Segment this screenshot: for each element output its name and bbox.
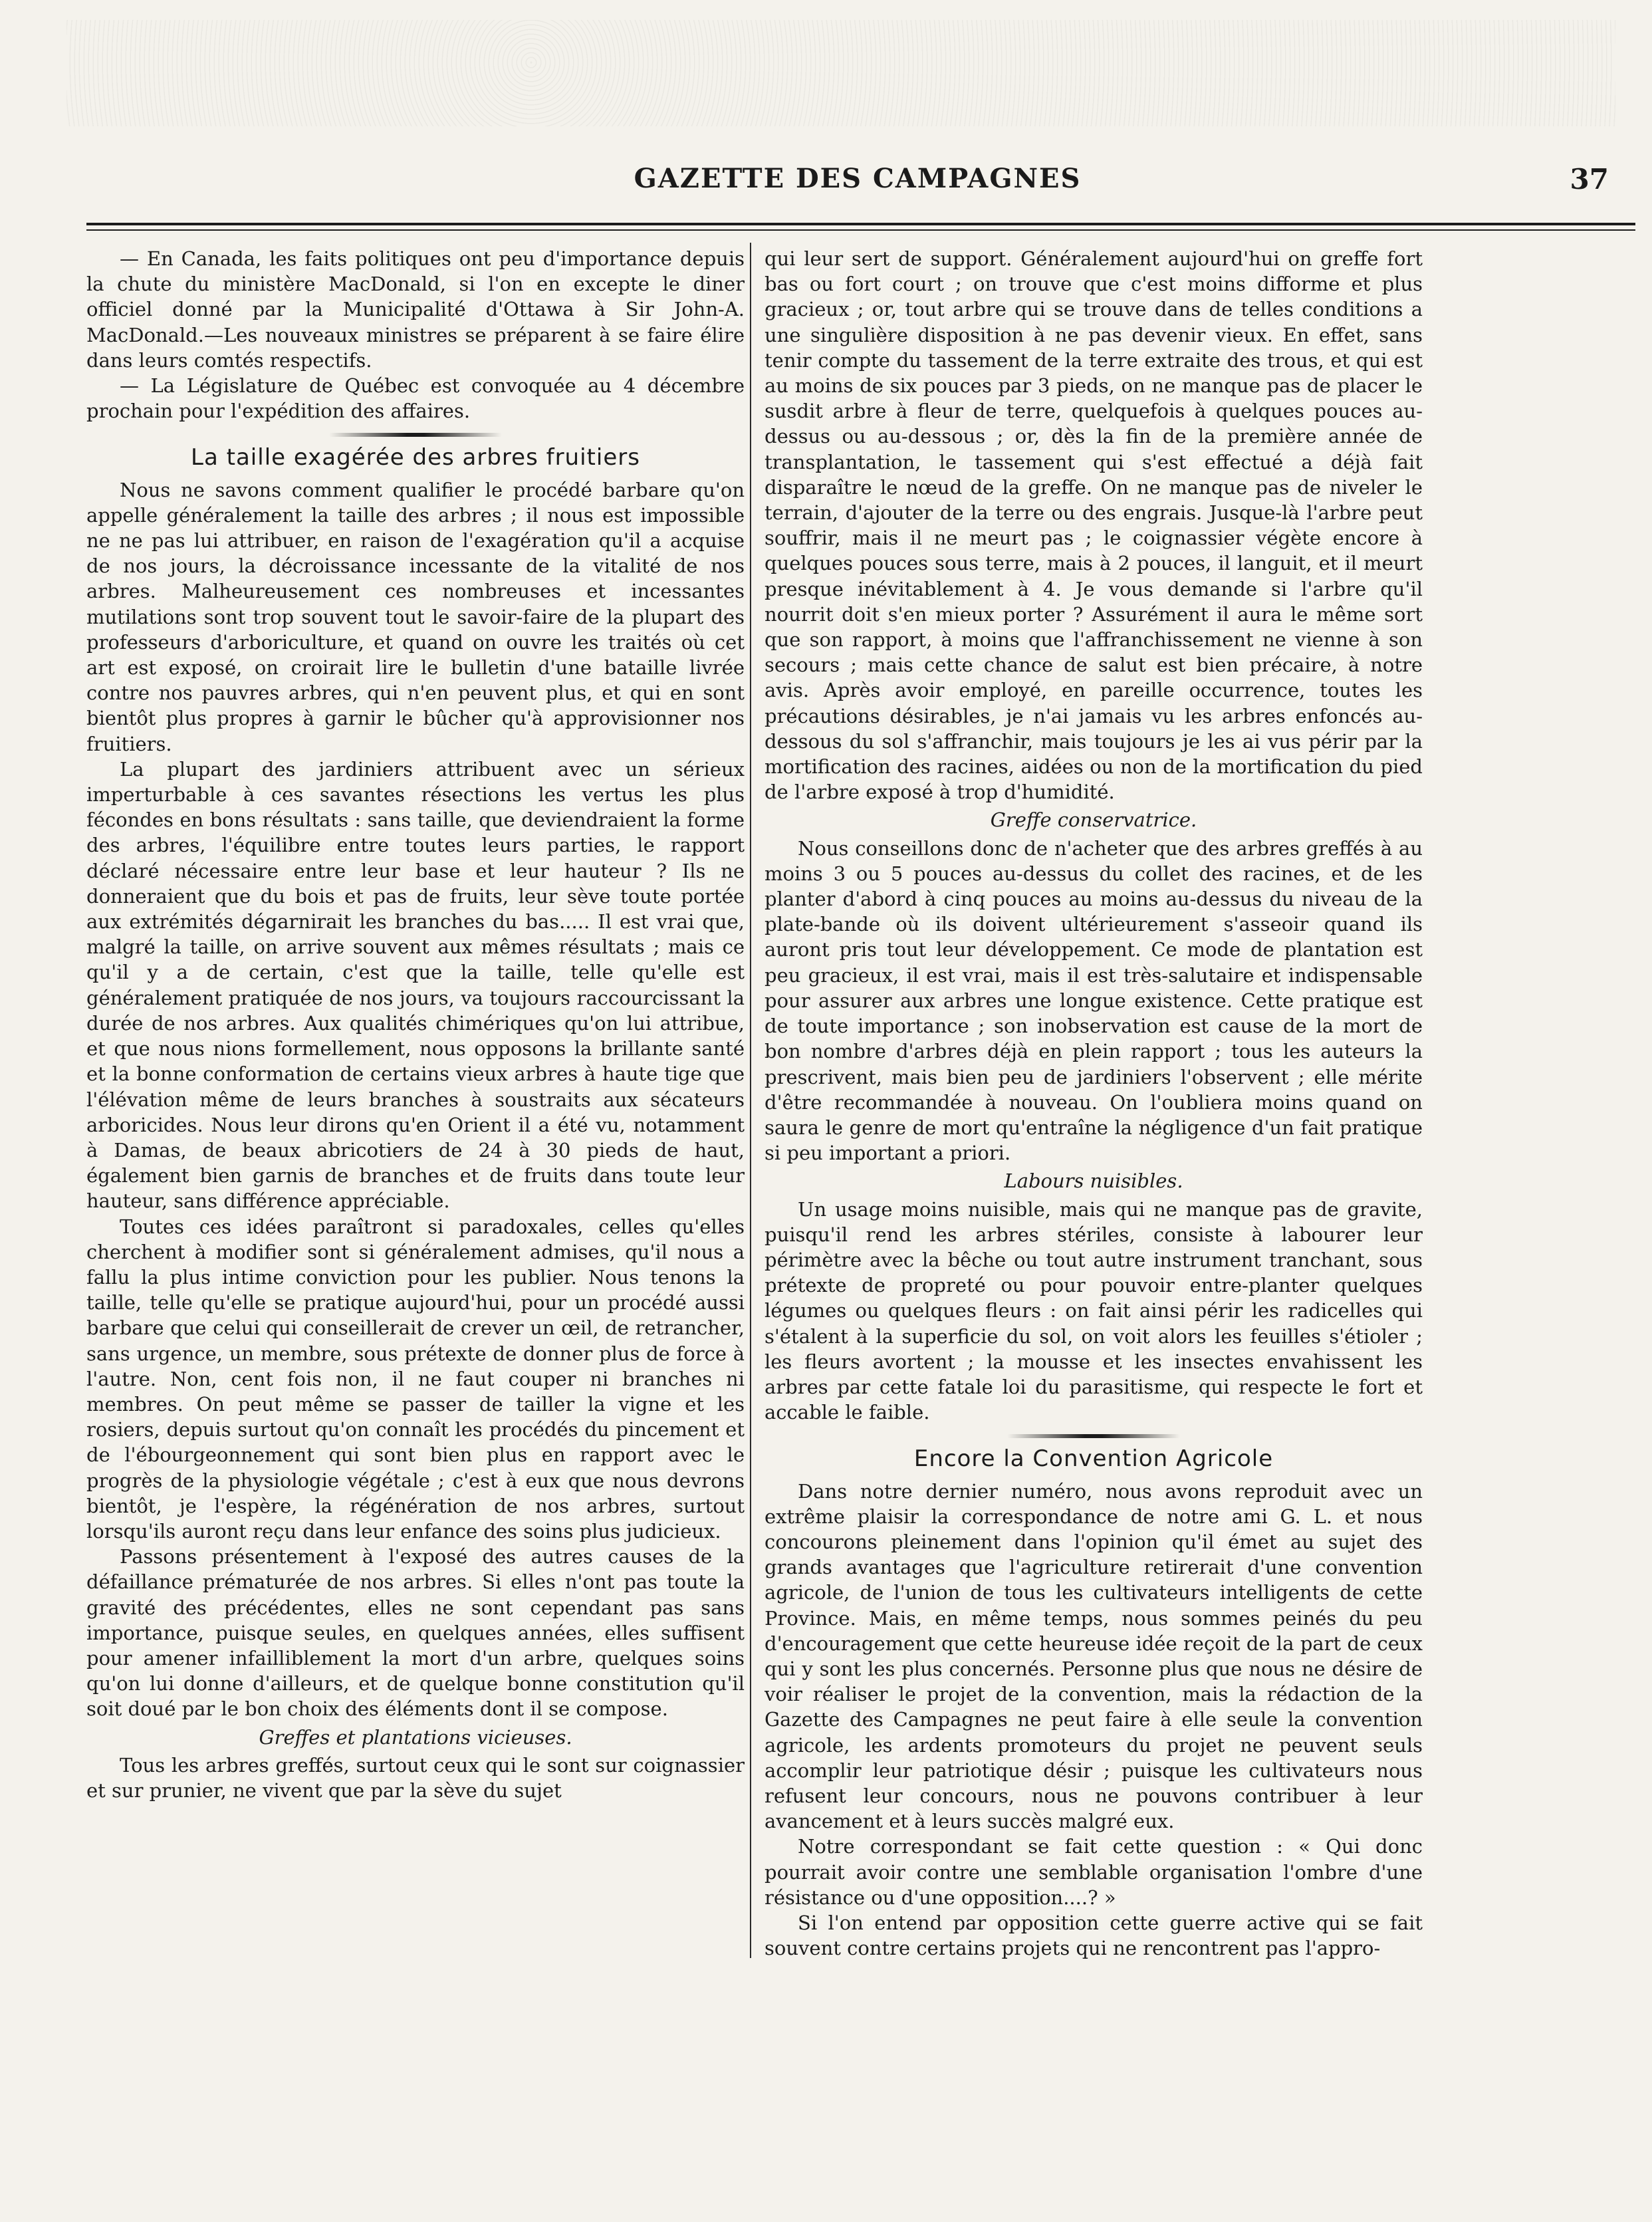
right-column xyxy=(765,246,1423,1961)
news-item: — En Canada, les faits politiques ont peu d'importance depuis la chute du ministère MacDonald, si l'on en excepte le diner officiel donné par la Municipalité d'Ottawa à Sir John-A. MacDonald.—Les nouveaux ministres se préparent à se faire élire dans leurs comtés respectifs. xyxy=(86,247,745,372)
page-number: 37 xyxy=(1570,163,1609,195)
page-header xyxy=(93,163,1622,203)
article-paragraph: Nous ne savons comment qualifier le procédé barbare qu'on appelle généralement la taille des arbres ; il nous est impossible ne ne pas lui attribuer, en raison de l'exagération qu'il a acquise de nos jours, la décroissance incessante de la vitalité de nos arbres. Malheureusement ces nombreuses et incessantes mutilations sont trop souvent tout le savoir-faire de la plupart des professeurs d'arboriculture, et quand on ouvre les traités où cet art est exposé, on croirait lire le bulletin d'une bataille livrée contre nos pauvres arbres, qui n'en peuvent plus, et qui en sont bientôt plus propres à garnir le bûcher qu'à approvisionner nos fruitiers. xyxy=(86,478,745,755)
article-subhead: Greffes et plantations vicieuses. xyxy=(259,1725,572,1749)
article-paragraph: Notre correspondant se fait cette question : « Qui donc pourrait avoir contre une semblable organisation l'ombre d'une résistance ou d'une opposition....? » xyxy=(765,1835,1423,1909)
article-paragraph: Si l'on entend par opposition cette guerre active qui se fait souvent contre certains projets qui ne rencontrent pas l'appro- xyxy=(765,1912,1423,1960)
article-paragraph: Nous conseillons donc de n'acheter que des arbres greffés à au moins 3 ou 5 pouces au-dessus du collet des racines, et de les planter d'abord à cinq pouces au moins au-dessus du niveau de la plate-bande où ils doivent ultérieurement s'asseoir quand ils auront pris tout leur développement. Ce mode de plantation est peu gracieux, il est vrai, mais il est très-salutaire et indispensable pour assurer aux arbres une longue existence. Cette pratique est de toute importance ; son inobservation est cause de la mort de bon nombre d'arbres déjà en plein rapport ; tous les auteurs la prescrivent, mais bien peu de jardiniers l'observent ; elle mérite d'être recommandée à nouveau. On l'oubliera moins quand on saura le genre de mort qu'entraîne la négligence d'un fait pratique si peu important a priori. xyxy=(765,836,1423,1165)
article-paragraph: qui leur sert de support. Généralement aujourd'hui on greffe fort bas ou fort court ; on trouve que c'est moins difforme et plus gracieux ; or, tout arbre qui se trouve dans de telles conditions a une singulière disposition à ne pas devenir vieux. En effet, sans tenir compte du tassement de la terre extraite des trous, et qui est au moins de six pouces par 3 pieds, on ne manque pas de placer le susdit arbre à fleur de terre, quelquefois à quelques pouces au-dessus ou au-dessous ; or, dès la fin de la première année de transplantation, le tassement qui s'est effectué a déjà fait disparaître le nœud de la greffe. On ne manque pas de niveler le terrain, d'ajouter de la terre ou des engrais. Jusque-là l'arbre peut souffrir, mais il ne meurt pas ; le coignassier végète encore à quelques pouces sous terre, mais à 2 pouces, il languit, et il meurt presque inévitablement à 4. Je vous demande si l'arbre qu'il nourrit doit s'en mieux porter ? Assurément il aura le même sort que son rapport, à moins que l'affranchissement ne vienne à son secours ; mais cette chance de salut est bien précaire, à notre avis. Après avoir employé, en pareille occurrence, toutes les précautions désirables, je n'ai jamais vu les arbres enfoncés au-dessous du sol s'affranchir, mais toujours je les ai vus périr par la mortification des racines, aidées ou non de la mortification du pied de l'arbre exposé à trop d'humidité. xyxy=(765,247,1423,804)
article-title: La taille exagérée des arbres fruitiers xyxy=(191,444,640,471)
article-paragraph: Dans notre dernier numéro, nous avons reproduit avec un extrême plaisir la correspondance de notre ami G. L. et nous concourons pleinement dans l'opinion qu'il émet au sujet des grands avantages que l'agriculture retirerait d'une convention agricole, de l'union de tous les cultivateurs intelligents de cette Province. Mais, en même temps, nous sommes peinés du peu d'encouragement que cette heureuse idée reçoit de la part de ceux qui y sont les plus concernés. Personne plus que nous ne désire de voir réaliser le projet de la convention, mais la rédaction de la Gazette des Campagnes ne peut faire à elle seule la convention agricole, les ardents promoteurs du projet ne peuvent seuls accomplir leur patriotique désir ; puisque les cultivateurs nous refusent leur concours, nous ne pouvons contribuer à leur avancement et à leurs succès malgré eux. xyxy=(765,1479,1423,1833)
print-speckle xyxy=(66,20,1615,126)
article-paragraph: Passons présentement à l'exposé des autres causes de la défaillance prématurée de nos arbres. Si elles n'ont pas toute la gravité des précédentes, elles ne sont cependant pas sans importance, puisque seules, en quelques années, elles suffisent pour amener infailliblement la mort d'un arbre, quelques soins qu'on lui donne d'ailleurs, et de quelque bonne constitution qu'il soit doué par le bon choix des éléments dont il se compose. xyxy=(86,1545,745,1721)
article-title: Encore la Convention Agricole xyxy=(913,1445,1274,1473)
article-paragraph: Un usage moins nuisible, mais qui ne manque pas de gravite, puisqu'il rend les arbres stériles, consiste à labourer leur périmètre avec la bêche ou tout autre instrument tranchant, sous prétexte de propreté ou pour pouvoir entre-planter quelques légumes ou quelques fleurs : on fait ainsi périr les radicelles qui s'étalent à la superficie du sol, on voit alors les feuilles s'étioler ; les fleurs avortent ; la mousse et les insectes envahissent les arbres par cette fatale loi du parasitisme, qui respecte le fort et accable le faible. xyxy=(765,1197,1423,1424)
column-divider xyxy=(750,243,751,1958)
left-column xyxy=(86,246,745,1803)
section-divider xyxy=(329,433,502,437)
article-subhead: Labours nuisibles. xyxy=(1004,1170,1183,1193)
article-subhead: Greffe conservatrice. xyxy=(990,808,1197,832)
article-paragraph: Tous les arbres greffés, surtout ceux qui le sont sur coignassier et sur prunier, ne vivent que par la sève du sujet xyxy=(86,1753,745,1802)
article-paragraph: La plupart des jardiniers attribuent avec un sérieux imperturbable à ces savantes résections les vertus les plus fécondes en bons résultats : sans taille, que deviendraient la forme des arbres, l'équilibre entre toutes leurs parties, le rapport déclaré nécessaire entre leur base et leur hauteur ? Ils ne donneraient que du bois et pas de fruits, leur sève toute portée aux extrémités dégarnirait les branches du bas..... Il est vrai que, malgré la taille, on arrive souvent aux mêmes résultats ; mais ce qu'il y a de certain, c'est que la taille, telle qu'elle est généralement pratiquée de nos jours, va toujours raccourcissant la durée de nos arbres. Aux qualités chimériques qu'on lui attribue, et que nous nions formellement, nous opposons la brillante santé et la bonne conformation de certains vieux arbres à haute tige que l'élévation même de leurs branches à soustraits aux sécateurs arboricides. Nous leur dirons qu'en Orient il a été vu, notamment à Damas, de beaux abricotiers de 24 à 30 pieds de haut, également bien garnis de branches et de fruits dans toute leur hauteur, sans différence appréciable. xyxy=(86,757,745,1213)
newspaper-title: GAZETTE DES CAMPAGNES xyxy=(634,163,1082,194)
section-divider xyxy=(1007,1434,1180,1438)
article-paragraph: Toutes ces idées paraîtront si paradoxales, celles qu'elles cherchent à modifier sont si généralement admises, qu'il nous a fallu la plus intime conviction pour les publier. Nous tenons la taille, telle qu'elle se pratique aujourd'hui, pour un procédé aussi barbare que celui qui conseillerait de crever un œil, de retrancher, sans urgence, un membre, sous prétexte de donner plus de force à l'autre. Non, cent fois non, il ne faut couper ni branches ni membres. On peut même se passer de tailler la vigne et les rosiers, depuis surtout qu'on connaît les procédés du pincement et de l'ébourgeonnement qui sont bien plus en rapport avec le progrès de la physiologie végétale ; c'est à eux que nous devrons bientôt, je l'espère, la régénération de nos arbres, surtout lorsqu'ils auront reçu dans leur enfance des soins plus judicieux. xyxy=(86,1215,745,1543)
header-rule xyxy=(86,223,1635,231)
news-item: — La Législature de Québec est convoquée au 4 décembre prochain pour l'expédition des affaires. xyxy=(86,374,745,423)
